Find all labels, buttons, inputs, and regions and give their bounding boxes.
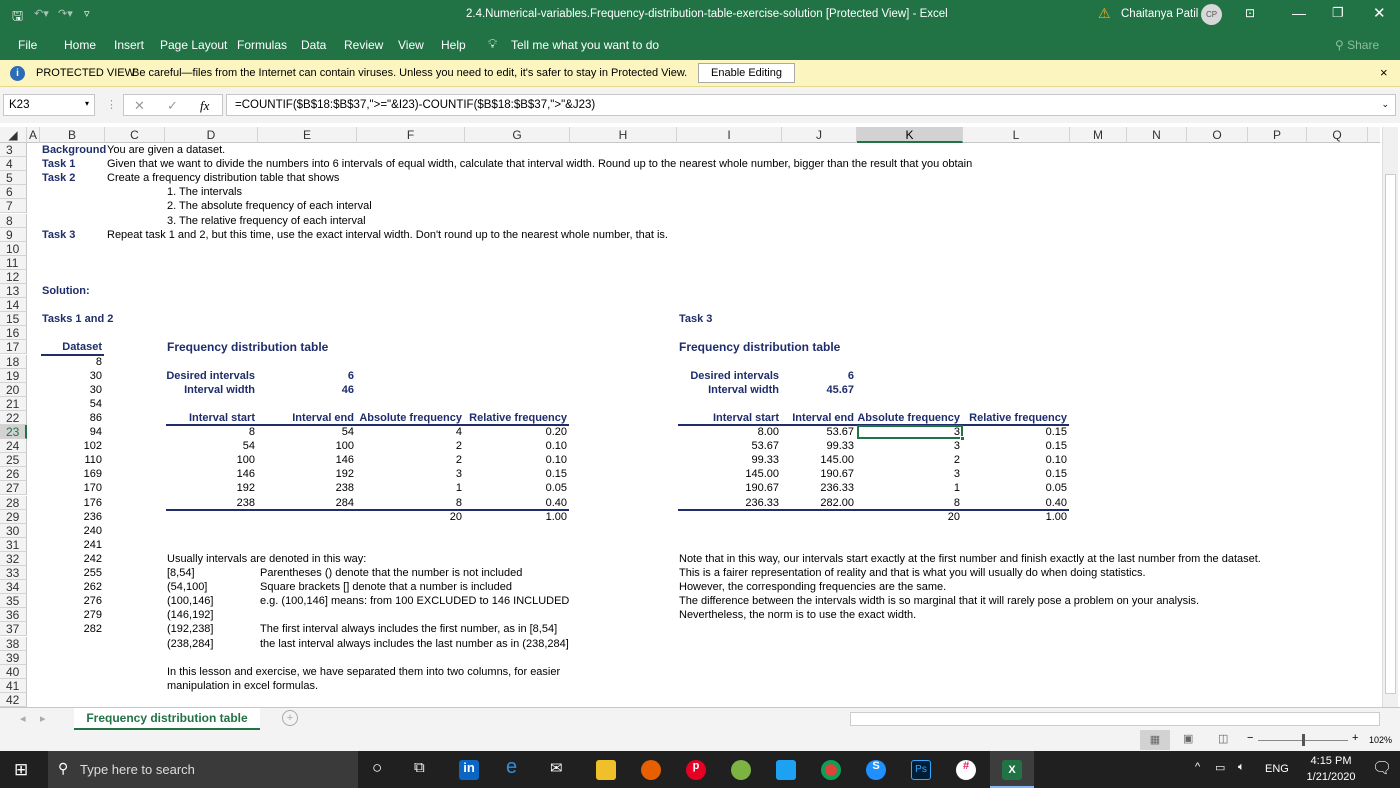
total-relative-frequency: 1.00 xyxy=(1045,510,1067,523)
dataset-value: 276 xyxy=(83,595,102,608)
table-cell: 53.67 xyxy=(826,426,854,438)
warning-icon: ⚠ xyxy=(1098,5,1111,21)
insert-function-icon[interactable]: fx xyxy=(200,98,210,113)
notes-closing: In this lesson and exercise, we have separated them into two columns, for easier xyxy=(167,665,561,678)
person-icon: ⚲ xyxy=(1335,38,1348,52)
formula-buttons xyxy=(123,94,223,116)
table-header: Absolute frequency xyxy=(857,411,960,424)
column-header-b[interactable]: B xyxy=(40,127,105,143)
add-sheet-icon[interactable]: + xyxy=(282,710,298,726)
column-header-g[interactable]: G xyxy=(465,127,570,143)
table-cell: 284 xyxy=(335,496,354,509)
show-hidden-icons[interactable]: ^ xyxy=(1195,761,1201,773)
dataset-header: Dataset xyxy=(62,341,102,354)
notifications-icon[interactable]: 🗨︎ xyxy=(1372,760,1393,777)
scroll-right-icon[interactable]: ▸ xyxy=(40,713,46,725)
dataset-header-underline xyxy=(41,354,104,356)
table-cell: 146 xyxy=(236,468,255,481)
column-header-k[interactable]: K xyxy=(857,127,963,143)
task2-item: 3. The relative frequency of each interval xyxy=(167,214,366,227)
normal-view-icon[interactable]: ▦ xyxy=(1140,730,1170,750)
table-header: Interval start xyxy=(712,411,779,424)
column-header-p[interactable]: P xyxy=(1248,127,1307,143)
background-label: Background xyxy=(42,144,107,156)
table-cell: 99.33 xyxy=(751,454,779,467)
notes-intro: Usually intervals are denoted in this way: xyxy=(167,552,367,565)
interval-notation: (146,192] xyxy=(167,609,214,622)
battery-icon[interactable]: ▭ xyxy=(1215,762,1226,774)
scroll-thumb[interactable] xyxy=(1385,174,1396,694)
task-text: Repeat task 1 and 2, but this time, use the exact interval width. Don't round up to the nearest whole number, that is. xyxy=(107,228,668,241)
row-header-8[interactable]: 8 xyxy=(0,214,27,228)
dataset-value: 8 xyxy=(95,355,102,368)
column-headers xyxy=(0,127,1380,143)
desired-intervals-value: 6 xyxy=(847,369,854,382)
task3-note: Nevertheless, the norm is to use the exact width. xyxy=(679,609,917,622)
interval-notation: [8,54] xyxy=(167,567,195,579)
desired-intervals-value: 6 xyxy=(347,369,354,382)
notation-explanation: Square brackets [] denote that a number is included xyxy=(260,581,512,594)
row-header-20[interactable]: 20 xyxy=(0,383,27,397)
vertical-scrollbar[interactable] xyxy=(1382,127,1398,707)
table-cell: 236.33 xyxy=(820,482,854,495)
table-cell: 2 xyxy=(455,440,462,453)
row-header-36[interactable]: 36 xyxy=(0,608,27,622)
customize-toolbar-icon[interactable]: ▿ xyxy=(84,8,90,20)
table-cell: 1 xyxy=(455,482,462,495)
user-name[interactable]: Chaitanya Patil xyxy=(1121,8,1199,20)
row-header-10[interactable]: 10 xyxy=(0,242,27,256)
column-header-q[interactable]: Q xyxy=(1307,127,1368,143)
dataset-value: 86 xyxy=(89,411,102,424)
background-text: You are given a dataset. xyxy=(107,144,226,156)
row-header-31[interactable]: 31 xyxy=(0,538,27,552)
notation-explanation: Parentheses () denote that the number is not included xyxy=(260,567,523,579)
task-text: Create a frequency distribution table that shows xyxy=(107,172,340,185)
interval-notation: (100,146] xyxy=(167,595,214,608)
dataset-value: 30 xyxy=(89,369,102,382)
dataset-value: 176 xyxy=(83,496,102,509)
edge-icon[interactable]: e xyxy=(506,756,518,778)
dataset-value: 110 xyxy=(84,454,102,467)
row-header-33[interactable]: 33 xyxy=(0,566,27,580)
zoom-in-icon[interactable]: + xyxy=(1352,732,1359,744)
tab-page-layout[interactable]: Page Layout xyxy=(160,38,228,52)
more-icon: ⋮ xyxy=(106,99,117,111)
ribbon-display-icon[interactable]: ⊡ xyxy=(1245,6,1256,20)
row-header-27[interactable]: 27 xyxy=(0,481,27,495)
select-all-corner[interactable]: ◢ xyxy=(0,127,27,143)
selected-cell-k23[interactable] xyxy=(857,425,963,439)
column-header-e[interactable]: E xyxy=(258,127,357,143)
table-header: Interval end xyxy=(792,411,854,424)
column-header-h[interactable]: H xyxy=(570,127,677,143)
enable-editing-button[interactable]: Enable Editing xyxy=(698,63,795,83)
share-label: Share xyxy=(1347,38,1380,52)
total-relative-frequency: 1.00 xyxy=(545,510,567,523)
taskbar xyxy=(0,751,1400,788)
row-header-39[interactable]: 39 xyxy=(0,651,27,665)
column-header-d[interactable]: D xyxy=(165,127,258,143)
sheet-tabs-bar xyxy=(0,707,1400,730)
task3-note: This is a fairer representation of reality and that is what you will usually do when doing statistics. xyxy=(679,567,1146,579)
table-header: Interval start xyxy=(188,411,255,424)
skype-icon[interactable]: S xyxy=(866,760,886,780)
windows-start-icon[interactable]: ⊞ xyxy=(14,760,29,779)
table-header: Relative frequency xyxy=(469,411,567,424)
mail-icon[interactable]: ✉ xyxy=(550,760,563,777)
table-title: Frequency distribution table xyxy=(679,340,841,355)
column-header-a[interactable]: A xyxy=(27,127,40,143)
interval-width-value: 45.67 xyxy=(826,383,854,396)
tab-file[interactable]: File xyxy=(18,38,38,52)
twitter-icon[interactable] xyxy=(776,760,796,780)
task-view-icon[interactable]: ⧉ xyxy=(414,759,425,776)
row-header-35[interactable]: 35 xyxy=(0,594,27,608)
table-bottom-border xyxy=(166,509,569,511)
task-text: Given that we want to divide the numbers into 6 intervals of equal width, calculate that interval width. Round up to the nearest whole number, bigger than the result that you obtain xyxy=(107,158,973,171)
undo-icon[interactable]: ↶▾ xyxy=(34,8,49,20)
notation-explanation: The first interval always includes the first number, as in [8,54] xyxy=(260,623,558,636)
desired-intervals-label: Desired intervals xyxy=(690,369,779,382)
redo-icon[interactable]: ↷▾ xyxy=(58,8,73,20)
column-header-m[interactable]: M xyxy=(1070,127,1127,143)
table-cell: 0.15 xyxy=(545,468,567,481)
pinterest-icon[interactable]: p xyxy=(686,760,706,780)
task3-label: Task 3 xyxy=(679,313,713,326)
row-header-12[interactable]: 12 xyxy=(0,270,27,284)
clock-time[interactable]: 4:15 PM xyxy=(1310,755,1352,767)
page-break-view-icon[interactable]: ◫ xyxy=(1218,733,1229,745)
task3-note: However, the corresponding frequencies are the same. xyxy=(679,581,947,594)
row-header-21[interactable]: 21 xyxy=(0,397,27,411)
info-shield-icon: i xyxy=(10,66,25,81)
table-cell: 0.10 xyxy=(545,454,567,467)
row-header-3[interactable]: 3 xyxy=(0,143,27,157)
interval-width-value: 46 xyxy=(341,383,354,396)
android-studio-icon[interactable] xyxy=(731,760,751,780)
table-cell: 236.33 xyxy=(745,496,779,509)
row-header-23[interactable]: 23 xyxy=(0,425,27,439)
table-cell: 2 xyxy=(953,454,960,467)
table-cell: 0.15 xyxy=(1045,440,1067,453)
close-icon[interactable]: ✕ xyxy=(1373,5,1386,22)
row-header-24[interactable]: 24 xyxy=(0,439,27,453)
row-header-32[interactable]: 32 xyxy=(0,552,27,566)
solution-label: Solution: xyxy=(42,285,90,297)
zoom-out-icon[interactable]: − xyxy=(1247,732,1254,744)
table-cell: 4 xyxy=(455,426,462,438)
table-cell: 0.15 xyxy=(1045,426,1067,438)
column-header-l[interactable]: L xyxy=(963,127,1070,143)
name-box[interactable] xyxy=(3,94,95,116)
horizontal-scrollbar[interactable] xyxy=(850,712,1380,726)
page-layout-view-icon[interactable]: ▣ xyxy=(1183,733,1194,745)
worksheet-grid[interactable] xyxy=(0,143,1380,707)
table-bottom-border xyxy=(678,509,1069,511)
dataset-value: 279 xyxy=(83,609,102,622)
table-cell: 100 xyxy=(335,440,354,453)
volume-icon[interactable]: 🔈︎ xyxy=(1238,761,1245,773)
dataset-value: 54 xyxy=(89,397,102,410)
column-header-n[interactable]: N xyxy=(1127,127,1187,143)
sheet-tab-frequency-distribution-table[interactable]: Frequency distribution table xyxy=(74,708,260,730)
enter-icon[interactable]: ✓ xyxy=(167,98,178,113)
total-absolute-frequency: 20 xyxy=(449,510,462,523)
interval-notation: (192,238] xyxy=(167,623,214,636)
table-cell: 8 xyxy=(953,496,960,509)
notation-explanation: the last interval always includes the last number as in (238,284] xyxy=(260,637,569,650)
table-cell: 1 xyxy=(953,482,960,495)
close-bar-icon[interactable]: × xyxy=(1380,65,1388,80)
dataset-value: 242 xyxy=(83,552,102,565)
row-header-22[interactable]: 22 xyxy=(0,411,27,425)
table-cell: 0.40 xyxy=(545,496,567,509)
tab-review[interactable]: Review xyxy=(344,38,384,52)
table-header: Absolute frequency xyxy=(359,411,462,424)
formula-bar xyxy=(0,87,1400,123)
table-cell: 0.40 xyxy=(1045,496,1067,509)
column-header-c[interactable]: C xyxy=(105,127,165,143)
row-header-16[interactable]: 16 xyxy=(0,326,27,340)
protected-view-message: Be careful—files from the Internet can contain viruses. Unless you need to edit, it's safer to stay in Protected View. xyxy=(132,67,688,79)
table-cell: 2 xyxy=(455,454,462,467)
firefox-icon[interactable] xyxy=(641,760,661,780)
row-header-29[interactable]: 29 xyxy=(0,510,27,524)
excel-taskbar-button[interactable] xyxy=(990,751,1034,788)
task-label: Task 3 xyxy=(42,228,76,241)
row-header-5[interactable]: 5 xyxy=(0,171,27,185)
column-header-j[interactable]: J xyxy=(782,127,857,143)
photoshop-icon[interactable]: Ps xyxy=(911,760,931,780)
table-cell: 238 xyxy=(236,496,255,509)
protected-view-label: PROTECTED VIEW xyxy=(36,67,136,79)
clock-date[interactable]: 1/21/2020 xyxy=(1306,771,1356,783)
zoom-level[interactable]: 102% xyxy=(1369,735,1393,745)
taskbar-search[interactable] xyxy=(48,751,358,788)
column-header-f[interactable]: F xyxy=(357,127,465,143)
lightbulb-icon: 💡︎ xyxy=(488,36,498,51)
row-header-28[interactable]: 28 xyxy=(0,496,27,510)
table-cell: 145.00 xyxy=(745,468,779,481)
linkedin-icon[interactable]: in xyxy=(459,760,479,780)
row-header-11[interactable]: 11 xyxy=(0,256,27,270)
dataset-value: 240 xyxy=(83,524,102,537)
table-cell: 0.05 xyxy=(1045,482,1067,495)
row-header-7[interactable]: 7 xyxy=(0,199,27,213)
formula-input[interactable] xyxy=(226,94,1396,116)
table-cell: 0.10 xyxy=(1045,454,1067,467)
interval-notation: (54,100] xyxy=(167,581,208,594)
table-cell: 53.67 xyxy=(751,440,779,453)
task2-item: 1. The intervals xyxy=(167,186,243,199)
table-cell: 99.33 xyxy=(826,440,854,453)
row-header-40[interactable]: 40 xyxy=(0,665,27,679)
table-cell: 8 xyxy=(248,426,255,438)
dataset-value: 102 xyxy=(83,440,102,453)
tab-help[interactable]: Help xyxy=(441,38,466,52)
row-header-38[interactable]: 38 xyxy=(0,637,27,651)
row-header-9[interactable]: 9 xyxy=(0,228,27,242)
row-header-19[interactable]: 19 xyxy=(0,369,27,383)
minimize-icon[interactable]: — xyxy=(1292,5,1306,21)
expand-formula-icon[interactable]: ⌄ xyxy=(1381,99,1389,109)
task3-note: Note that in this way, our intervals start exactly at the first number and finish exactly at the last number from the dataset. xyxy=(679,552,1261,565)
column-header-o[interactable]: O xyxy=(1187,127,1248,143)
task2-item: 2. The absolute frequency of each interval xyxy=(167,200,372,213)
formula-text: =COUNTIF($B$18:$B$37,">="&I23)-COUNTIF($B$18:$B$37,">"&J23) xyxy=(235,99,596,111)
tell-me-search[interactable]: Tell me what you want to do xyxy=(511,38,660,52)
tasks12-label: Tasks 1 and 2 xyxy=(42,313,114,326)
row-header-26[interactable]: 26 xyxy=(0,467,27,481)
interval-width-label: Interval width xyxy=(184,383,255,396)
interval-notation: (238,284] xyxy=(167,637,214,650)
dataset-value: 241 xyxy=(83,538,102,551)
share-button[interactable] xyxy=(1335,38,1379,52)
slack-icon[interactable]: # xyxy=(956,760,976,780)
row-header-42[interactable]: 42 xyxy=(0,693,27,707)
table-cell: 0.05 xyxy=(545,482,567,495)
restore-icon[interactable]: ❐ xyxy=(1332,5,1344,20)
table-cell: 0.20 xyxy=(545,426,567,438)
name-box-value: K23 xyxy=(9,99,30,111)
table-cell: 54 xyxy=(341,426,354,438)
status-bar xyxy=(0,730,1400,751)
zoom-slider-thumb[interactable] xyxy=(1302,734,1305,746)
table-cell: 190.67 xyxy=(820,468,854,481)
interval-width-label: Interval width xyxy=(708,383,779,396)
row-header-4[interactable]: 4 xyxy=(0,157,27,171)
table-cell: 190.67 xyxy=(745,482,779,495)
tab-formulas[interactable]: Formulas xyxy=(237,38,288,52)
table-cell: 192 xyxy=(236,482,255,495)
cortana-icon[interactable]: ○ xyxy=(372,758,383,777)
row-header-30[interactable]: 30 xyxy=(0,524,27,538)
table-title: Frequency distribution table xyxy=(167,340,329,355)
row-header-6[interactable]: 6 xyxy=(0,185,27,199)
dataset-value: 170 xyxy=(83,482,102,495)
row-header-17[interactable]: 17 xyxy=(0,340,27,354)
dataset-value: 30 xyxy=(89,383,102,396)
task-label: Task 1 xyxy=(42,158,76,171)
table-cell: 54 xyxy=(242,440,255,453)
fill-handle[interactable] xyxy=(960,436,965,441)
table-header: Relative frequency xyxy=(969,411,1067,424)
scroll-left-icon[interactable]: ◂ xyxy=(20,713,26,725)
table-cell: 8.00 xyxy=(757,426,779,438)
file-explorer-icon[interactable] xyxy=(596,760,616,780)
search-icon: ⚲ xyxy=(58,760,69,776)
column-header-i[interactable]: I xyxy=(677,127,782,143)
table-cell: 145.00 xyxy=(820,454,854,467)
table-cell: 8 xyxy=(455,496,462,509)
dataset-value: 255 xyxy=(83,567,102,579)
desired-intervals-label: Desired intervals xyxy=(166,369,255,382)
task-label: Task 2 xyxy=(42,172,76,185)
ribbon-tabs xyxy=(0,30,1400,60)
avatar[interactable]: CP xyxy=(1201,4,1222,25)
chrome-icon[interactable] xyxy=(821,760,841,780)
cancel-icon[interactable]: ✕ xyxy=(134,98,145,113)
table-cell: 3 xyxy=(455,468,462,481)
table-header: Interval end xyxy=(292,411,354,424)
notes-closing: manipulation in excel formulas. xyxy=(167,679,319,692)
chevron-down-icon[interactable]: ▾ xyxy=(84,99,89,108)
table-cell: 3 xyxy=(953,468,960,481)
window-title: 2.4.Numerical-variables.Frequency-distribution-table-exercise-solution [Protected View] - Excel xyxy=(466,8,948,20)
language-indicator[interactable]: ENG xyxy=(1265,763,1289,775)
table-cell: 0.10 xyxy=(545,440,567,453)
total-absolute-frequency: 20 xyxy=(947,510,960,523)
tab-insert[interactable]: Insert xyxy=(114,38,145,52)
table-cell: 3 xyxy=(953,440,960,453)
dataset-value: 94 xyxy=(89,426,102,438)
tab-view[interactable]: View xyxy=(398,38,424,52)
save-icon[interactable]: 🖫 xyxy=(12,8,24,23)
dataset-value: 236 xyxy=(83,510,102,523)
table-cell: 146 xyxy=(335,454,354,467)
excel-icon: X xyxy=(1002,760,1022,780)
row-header-18[interactable]: 18 xyxy=(0,355,27,369)
dataset-value: 169 xyxy=(83,468,102,481)
tab-home[interactable]: Home xyxy=(64,38,97,52)
row-header-25[interactable]: 25 xyxy=(0,453,27,467)
table-header-border xyxy=(166,424,569,426)
protected-view-bar xyxy=(0,60,1400,87)
row-header-14[interactable]: 14 xyxy=(0,298,27,312)
table-cell: 282.00 xyxy=(820,496,854,509)
row-header-34[interactable]: 34 xyxy=(0,580,27,594)
search-placeholder: Type here to search xyxy=(80,762,195,777)
title-bar xyxy=(0,0,1400,30)
row-header-15[interactable]: 15 xyxy=(0,312,27,326)
dataset-value: 262 xyxy=(83,581,102,594)
row-header-37[interactable]: 37 xyxy=(0,622,27,636)
table-cell: 0.15 xyxy=(1045,468,1067,481)
dataset-value: 282 xyxy=(83,623,102,636)
notation-explanation: e.g. (100,146] means: from 100 EXCLUDED to 146 INCLUDED xyxy=(260,595,570,608)
task3-note: The difference between the intervals width is so marginal that it will rarely pose a problem on your analysis. xyxy=(679,595,1200,608)
row-header-13[interactable]: 13 xyxy=(0,284,27,298)
table-cell: 192 xyxy=(335,468,354,481)
tab-data[interactable]: Data xyxy=(301,38,327,52)
row-header-41[interactable]: 41 xyxy=(0,679,27,693)
table-cell: 238 xyxy=(335,482,354,495)
table-cell: 100 xyxy=(236,454,255,467)
table-cell: 3 xyxy=(953,426,960,438)
